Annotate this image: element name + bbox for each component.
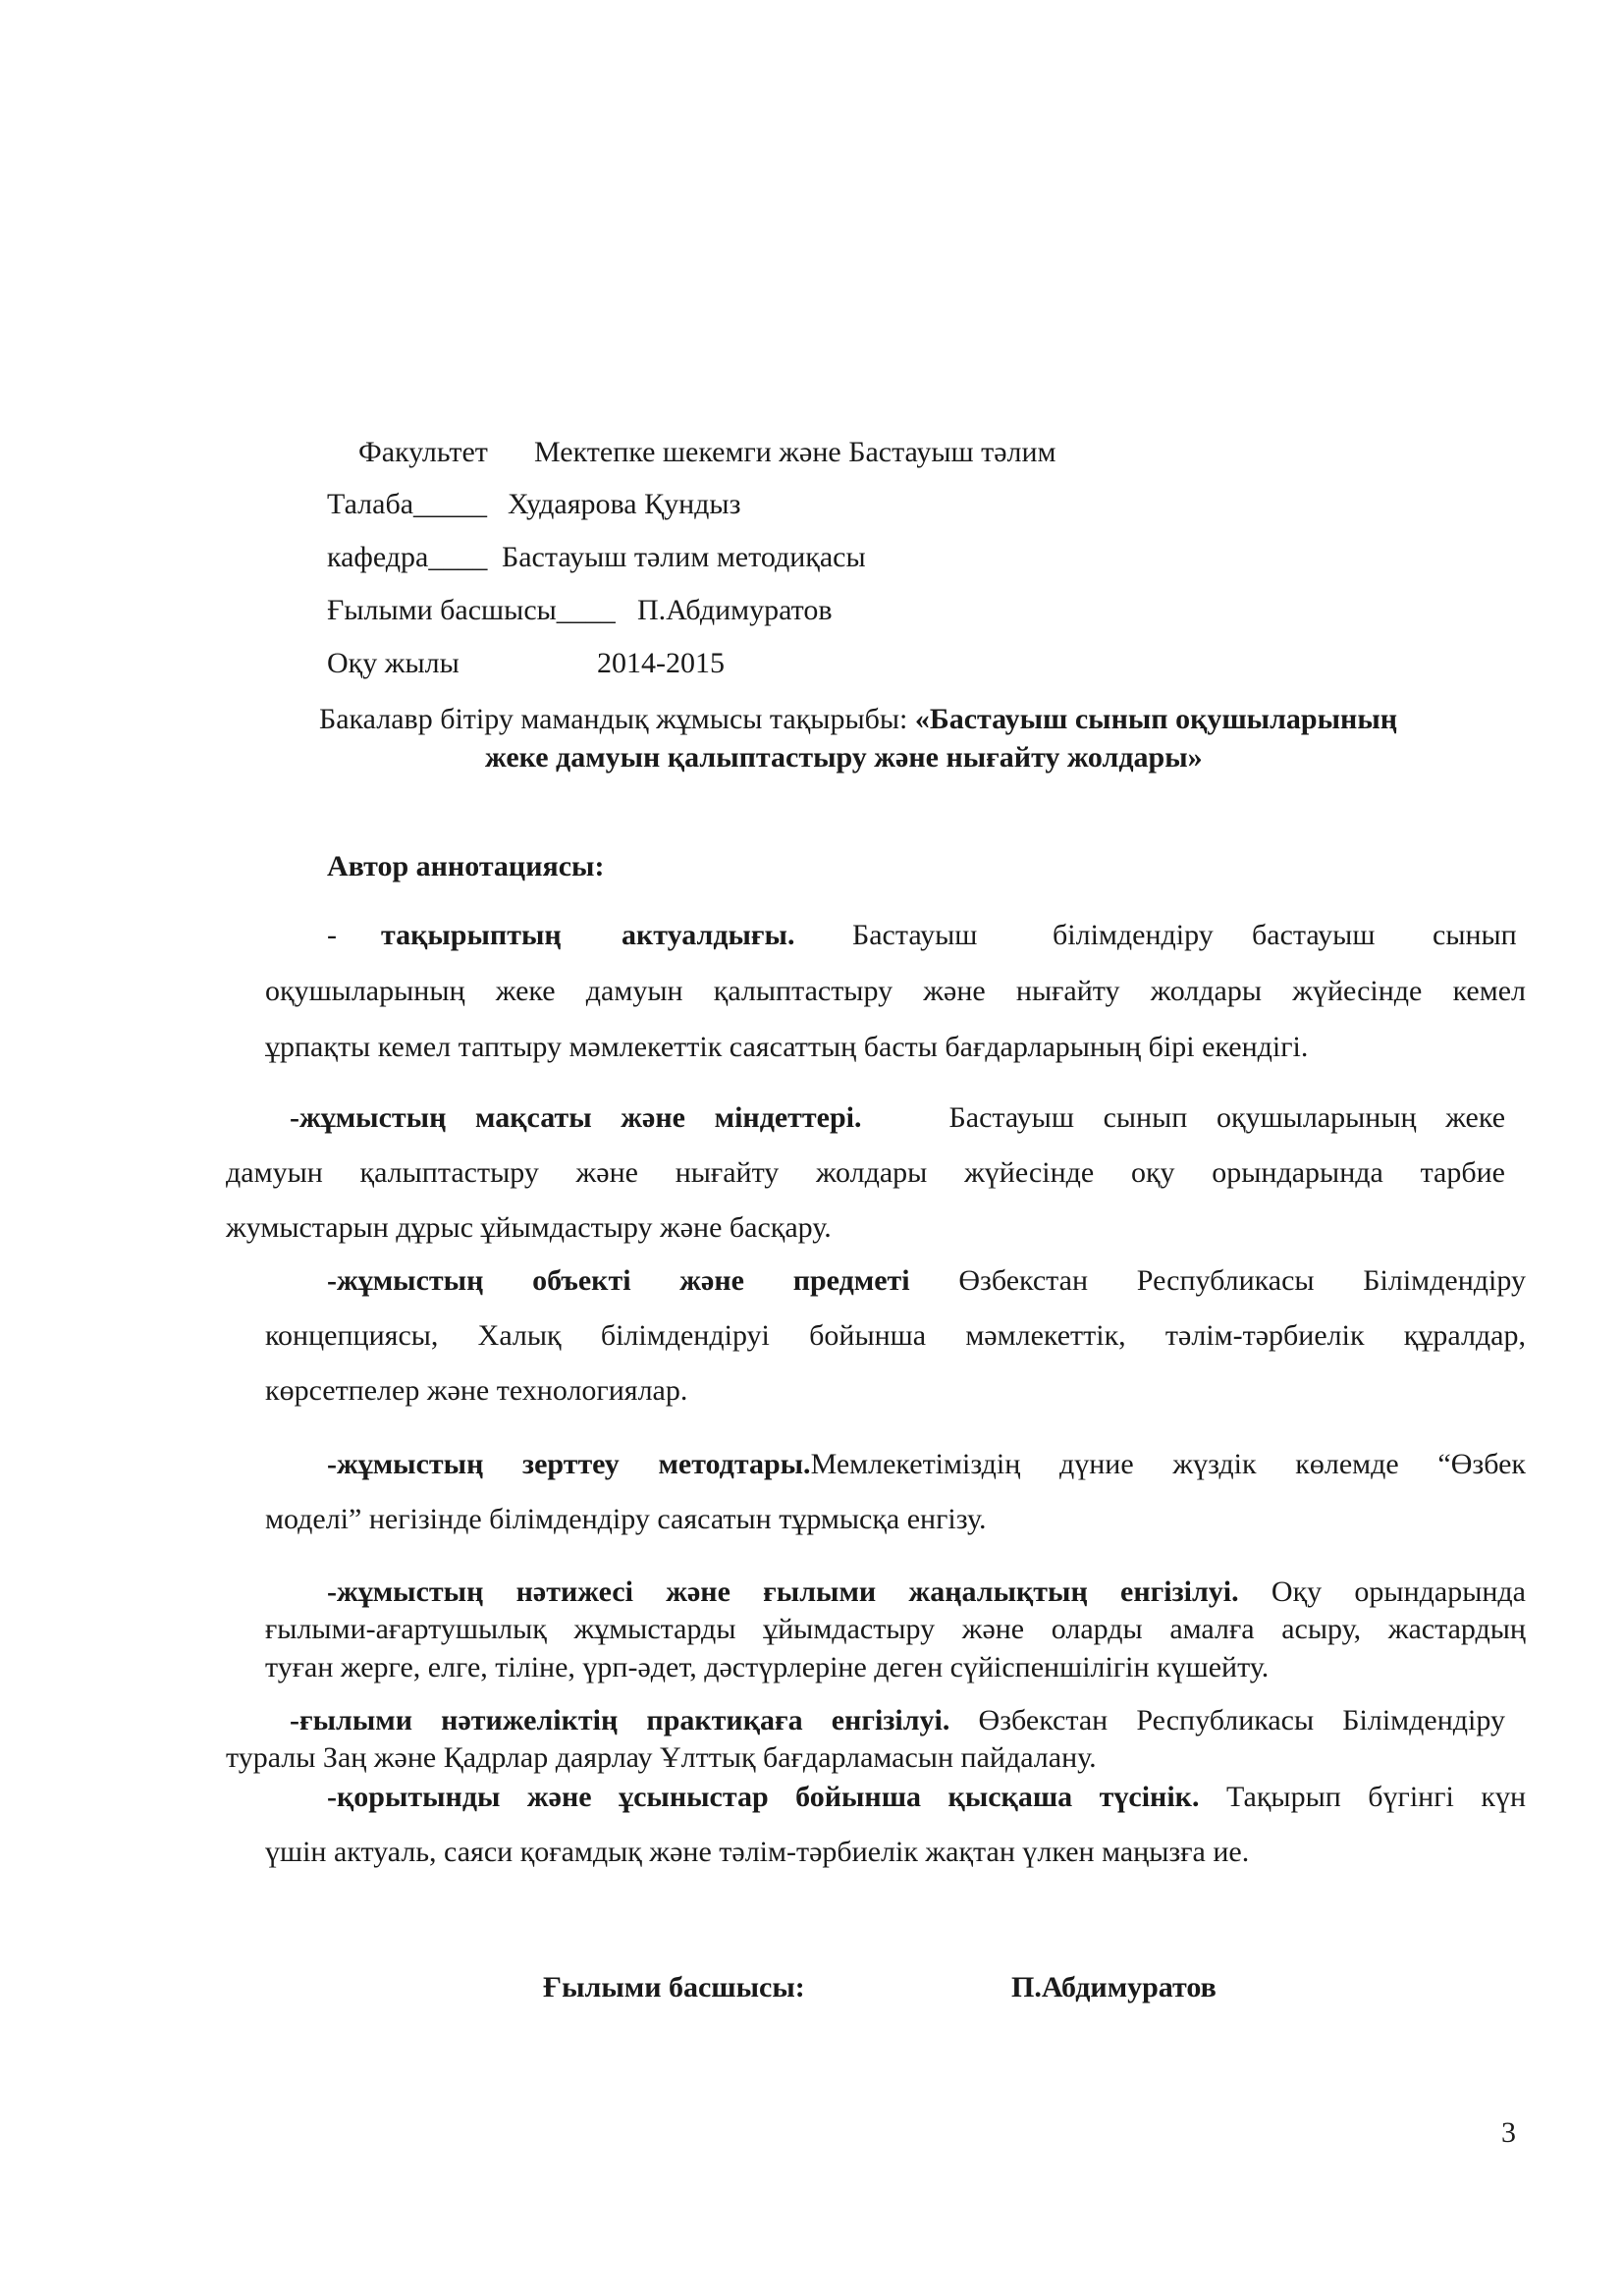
- department-value: Бастауыш тәлим методиқасы: [502, 541, 866, 573]
- faculty-label: Факультет: [358, 436, 488, 468]
- s7-line1-text: Тақырып бүгінгі күн: [1225, 1781, 1526, 1813]
- s3-line3: көрсетпелер және технологиялар.: [265, 1374, 688, 1407]
- s4-line1-text: Мемлекетіміздің дүние жүздік көлемде “Өзбек: [810, 1448, 1526, 1480]
- s3-line1: [327, 1266, 1526, 1296]
- year-value: 2014-2015: [597, 647, 725, 679]
- s3-line1-text: Өзбекстан Республикасы Білімдендіру: [958, 1264, 1526, 1297]
- s2-head: -жұмыстың мақсаты және міндеттері.: [290, 1101, 862, 1134]
- s7-head: -қорытынды және ұсыныстар бойынша қысқаша түсінік.: [327, 1781, 1200, 1813]
- s3-head: -жұмыстың объекті және предметі: [327, 1264, 910, 1297]
- s2-line1-text: Бастауыш сынып оқушыларының жеке: [948, 1101, 1506, 1134]
- annotation-heading: Автор аннотациясы:: [327, 850, 605, 882]
- s5-line3: туған жерге, елге, тіліне, үрп-әдет, дәстүрлеріне деген сүйіспеншілігін күшейту.: [265, 1651, 1270, 1683]
- student-label: Талаба_____: [327, 488, 488, 520]
- s6-line2: туралы Заң және Қадрлар даярлау Ұлттық бағдарламасын пайдалану.: [226, 1741, 1097, 1774]
- s7-line2: үшін актуаль, саяси қоғамдық және тәлім-тәрбиелік жақтан үлкен маңызға ие.: [265, 1836, 1250, 1868]
- topic-prefix: Бакалавр бітіру мамандық жұмысы тақырыбы:: [319, 703, 915, 735]
- department-label: кафедра____: [327, 541, 488, 573]
- topic-title-line2: жеке дамуын қалыптастыру және нығайту жолдары»: [485, 741, 1203, 774]
- s6-line1: [290, 1706, 1505, 1735]
- s4-line2: моделі” негізінде білімдендіру саясатын тұрмысқа енгізу.: [265, 1503, 987, 1535]
- faculty-value: Мектепке шекемги және Бастауыш тәлим: [534, 436, 1056, 468]
- s7-line1: [327, 1783, 1526, 1812]
- s1-dash: -: [327, 919, 337, 951]
- s1-word1: тақырыптың: [381, 919, 562, 951]
- s5-line1: [327, 1577, 1526, 1607]
- s5-line1-text: Оқу орындарында: [1271, 1575, 1526, 1608]
- topic-line: [319, 705, 1397, 734]
- s2-line3: жумыстарын дұрыс ұйымдастыру және басқару.: [226, 1211, 832, 1244]
- s3-line2: концепциясы, Халық білімдендіруі бойынша мәмлекеттік, тәлім-тәрбиелік құралдар,: [265, 1319, 1526, 1352]
- topic-title-line1: «Бастауыш сынып оқушыларының: [914, 703, 1398, 735]
- s1-line3: ұрпақты кемел таптыру мәмлекеттік саясаттың басты бағдарларының бірі екендігі.: [265, 1031, 1309, 1063]
- s1-word5: бастауыш: [1252, 919, 1376, 951]
- s1-word6: сынып: [1433, 919, 1517, 951]
- supervisor-value: П.Абдимуратов: [637, 594, 833, 626]
- s2-line1: [290, 1103, 1505, 1133]
- signature-label: Ғылыми басшысы:: [543, 1971, 805, 2003]
- s1-word3: Бастауыш: [852, 919, 978, 951]
- s1-word4: білімдендіру: [1053, 919, 1214, 951]
- s5-line2: ғылыми-ағартушылық жұмыстарды ұйымдастыру және оларды амалға асыру, жастардың: [265, 1613, 1526, 1645]
- student-value: Худаярова Қундыз: [508, 488, 741, 520]
- s6-line1-text: Өзбекстан Республикасы Білімдендіру: [978, 1704, 1505, 1736]
- supervisor-label: Ғылыми басшысы____: [327, 594, 616, 626]
- s2-line2: дамуын қалыптастыру және нығайту жолдары жүйесінде оқу орындарында тарбие: [226, 1156, 1505, 1189]
- page-number: 3: [1501, 2116, 1516, 2149]
- s4-line1: [327, 1450, 1526, 1479]
- s6-head: -ғылыми нәтижеліктің практиқаға енгізілуі.: [290, 1704, 950, 1736]
- s1-word2: актуалдығы.: [622, 919, 795, 951]
- s1-line2: оқушыларының жеке дамуын қалыптастыру және нығайту жолдары жүйесінде кемел: [265, 975, 1526, 1007]
- s4-head: -жұмыстың зерттеу методтары.: [327, 1448, 811, 1480]
- signature-name: П.Абдимуратов: [1011, 1971, 1217, 2003]
- s5-head: -жұмыстың нәтижесі және ғылыми жаңалықтың енгізілуі.: [327, 1575, 1239, 1608]
- year-label: Оқу жылы: [327, 647, 460, 679]
